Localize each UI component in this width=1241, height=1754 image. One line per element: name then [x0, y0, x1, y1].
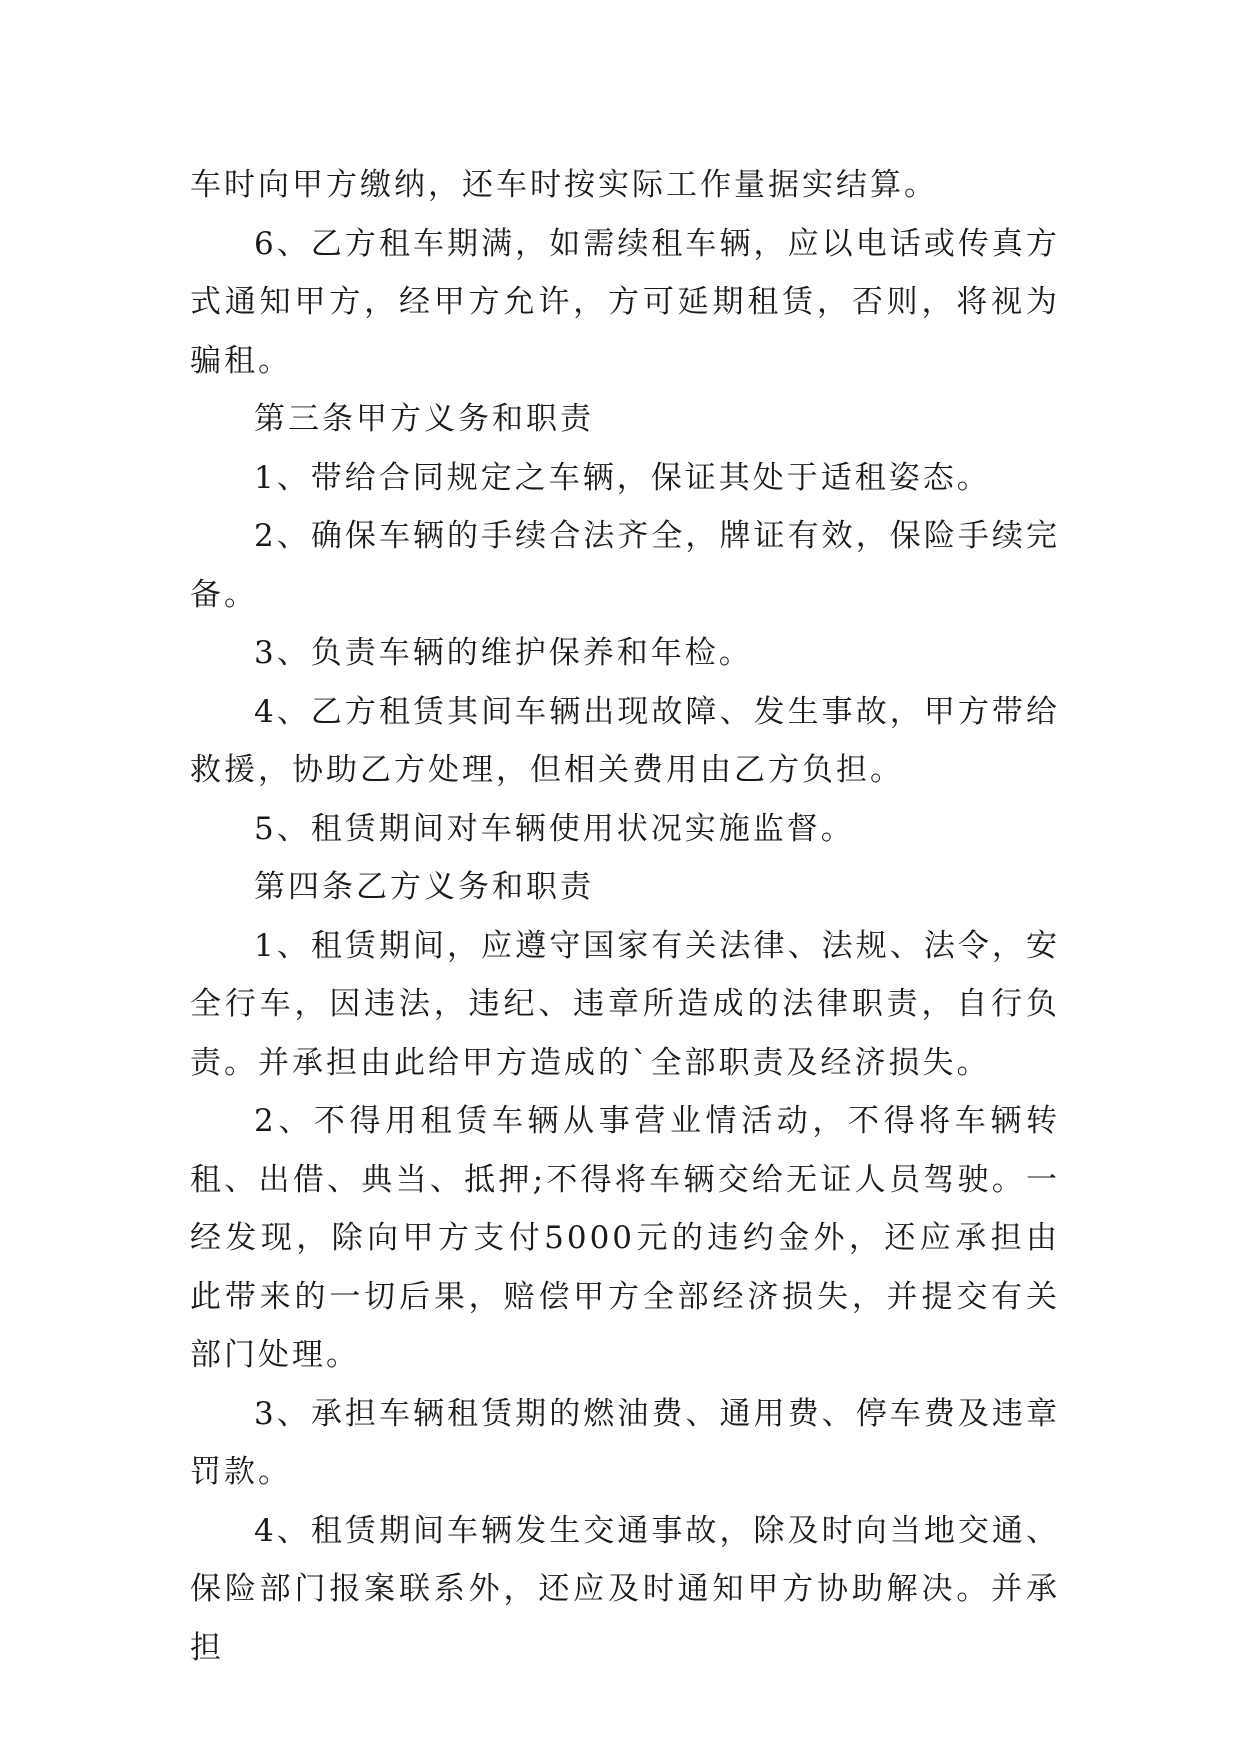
paragraph: 4、乙方租赁其间车辆出现故障、发生事故，甲方带给救援，协助乙方处理，但相关费用由乙方负担。 [190, 693, 1060, 788]
document-body [190, 156, 1060, 1677]
paragraph: 1、租赁期间，应遵守国家有关法律、法规、法令，安全行车，因违法，违纪、违章所造成的法律职责，自行负责。并承担由此给甲方造成的`全部职责及经济损失。 [190, 927, 1060, 1081]
paragraph: 2、确保车辆的手续合法齐全，牌证有效，保险手续完备。 [190, 518, 1060, 613]
section-heading: 第四条乙方义务和职责 [254, 869, 594, 905]
section-heading: 第三条甲方义务和职责 [254, 401, 594, 437]
paragraph: 3、承担车辆租赁期的燃油费、通用费、停车费及违章罚款。 [190, 1395, 1060, 1490]
paragraph: 4、租赁期间车辆发生交通事故，除及时向当地交通、保险部门报案联系外，还应及时通知甲方协助解决。并承担 [190, 1512, 1060, 1666]
paragraph: 5、租赁期间对车辆使用状况实施监督。 [254, 810, 855, 847]
paragraph: 2、不得用租赁车辆从事营业情活动，不得将车辆转租、出借、典当、抵押;不得将车辆交给无证人员驾驶。一经发现，除向甲方支付5000元的违约金外，还应承担由此带来的一切后果，赔偿甲方全部经济损失，并提交有关部门处理。 [190, 1103, 1060, 1373]
paragraph: 3、负责车辆的维护保养和年检。 [254, 635, 753, 671]
paragraph: 车时向甲方缴纳，还车时按实际工作量据实结算。 [190, 167, 938, 203]
paragraph: 6、乙方租车期满，如需续租车辆，应以电话或传真方式通知甲方，经甲方允许，方可延期租赁，否则，将视为骗租。 [190, 225, 1060, 379]
paragraph: 1、带给合同规定之车辆，保证其处于适租姿态。 [254, 459, 991, 496]
